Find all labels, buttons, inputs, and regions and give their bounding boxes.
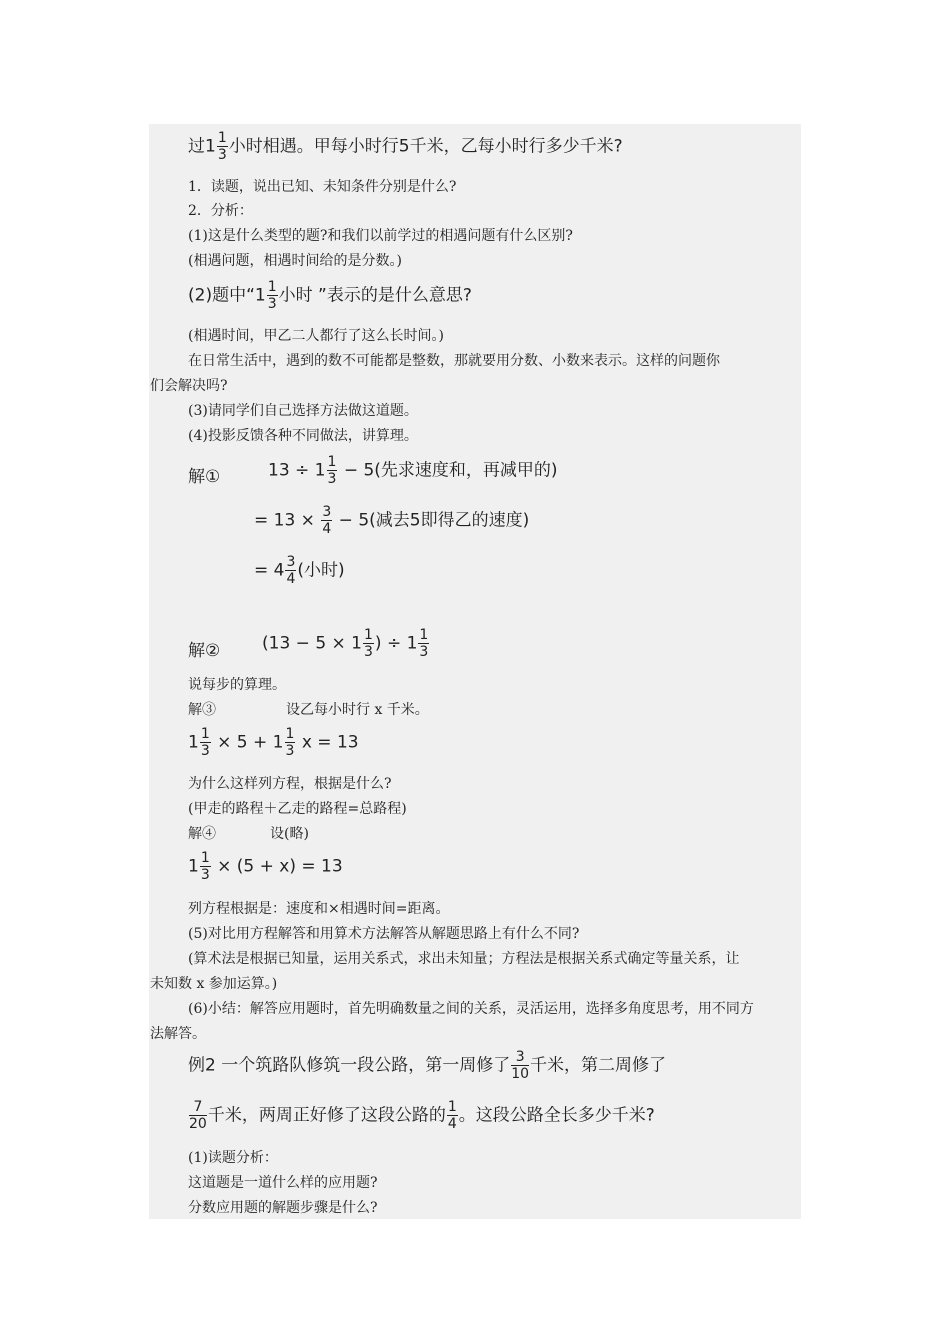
text-segment: 13 ÷ 1 <box>268 460 326 481</box>
text-line: (1)读题分析： <box>188 1150 278 1166</box>
fraction <box>363 628 374 659</box>
numerator: 1 <box>447 1099 457 1115</box>
equation-3 <box>188 727 359 758</box>
fraction <box>285 727 296 758</box>
denominator: 3 <box>327 471 337 487</box>
text-line: 2．分析： <box>188 203 253 219</box>
fraction <box>418 628 429 659</box>
text-line: 1．读题，说出已知、未知条件分别是什么? <box>188 179 457 195</box>
text-line: 们会解决吗? <box>150 378 228 394</box>
text-segment: × 5 + 1 <box>211 732 284 753</box>
text-line: 为什么这样列方程，根据是什么? <box>188 776 392 792</box>
text-segment: 千米，第二周修了 <box>530 1055 667 1076</box>
example-2-line-1 <box>188 1050 666 1081</box>
solution-1-row-3 <box>254 555 345 586</box>
fraction <box>285 555 296 586</box>
text-segment: − 5(先求速度和，再减甲的) <box>338 460 558 481</box>
text-line: 在日常生活中，遇到的数不可能都是整数，那就要用分数、小数来表示。这样的问题你 <box>188 353 720 369</box>
solution-1-label: 解① <box>188 467 221 487</box>
text-segment: 小时相遇。甲每小时行5千米，乙每小时行多少千米? <box>228 136 623 157</box>
text-line: (4)投影反馈各种不同做法，讲算理。 <box>188 428 418 444</box>
fraction <box>200 727 211 758</box>
text-line: (5)对比用方程解答和用算术方法解答从解题思路上有什么不同? <box>188 926 580 942</box>
numerator: 1 <box>267 279 277 295</box>
denominator: 3 <box>419 644 429 660</box>
solution-3-label: 解③ <box>188 702 216 718</box>
numerator: 1 <box>217 130 227 146</box>
solution-4-label: 解④ <box>188 826 216 842</box>
text-segment: = 13 × <box>254 510 321 531</box>
text-line: (3)请同学们自己选择方法做这道题。 <box>188 403 418 419</box>
example-2-line-2 <box>188 1100 655 1131</box>
numerator: 1 <box>364 627 373 643</box>
numerator: 1 <box>285 726 295 742</box>
denominator: 3 <box>364 644 373 660</box>
fraction <box>200 851 211 882</box>
solution-1-row-1 <box>268 455 558 486</box>
text-segment: 小时 ”表示的是什么意思? <box>278 285 472 306</box>
numerator: 1 <box>200 850 210 866</box>
text-line: 法解答。 <box>150 1026 206 1042</box>
numerator: 3 <box>286 554 296 570</box>
numerator: 3 <box>511 1050 529 1066</box>
text-segment: × (5 + x) = 13 <box>211 856 343 877</box>
fraction <box>447 1100 458 1131</box>
text-line: (1)这是什么类型的题?和我们以前学过的相遇问题有什么区别? <box>188 228 573 244</box>
text-line: 列方程根据是：速度和×相遇时间=距离。 <box>188 901 450 917</box>
numerator: 1 <box>419 627 429 643</box>
text-segment: ) ÷ 1 <box>374 633 418 654</box>
text-segment: 1 <box>188 732 199 753</box>
question-2 <box>188 280 472 311</box>
denominator: 3 <box>217 147 227 163</box>
denominator: 4 <box>286 571 296 587</box>
numerator: 1 <box>200 726 210 742</box>
text-segment: 过1 <box>188 136 216 157</box>
text-segment: (小时) <box>297 560 345 581</box>
numerator: 3 <box>322 504 332 520</box>
text-line: (相遇时间，甲乙二人都行了这么长时间。) <box>188 328 444 344</box>
text-line: 这道题是一道什么样的应用题? <box>188 1175 378 1191</box>
solution-1-row-2 <box>254 505 529 536</box>
denominator: 3 <box>200 867 210 883</box>
text-line: 说每步的算理。 <box>188 677 286 693</box>
text-segment: 1 <box>188 856 199 877</box>
solution-2-label: 解② <box>188 641 221 661</box>
fraction <box>321 505 332 536</box>
text-segment: 。这段公路全长多少千米? <box>458 1105 655 1126</box>
solution-2-expression <box>262 628 430 659</box>
fraction <box>189 1100 207 1131</box>
solution-3-setup: 设乙每小时行 x 千米。 <box>286 702 429 718</box>
denominator: 4 <box>447 1116 457 1132</box>
denominator: 3 <box>285 743 295 759</box>
text-segment: 例2 一个筑路队修筑一段公路，第一周修了 <box>188 1055 511 1076</box>
text-segment: x = 13 <box>296 732 359 753</box>
numerator: 1 <box>327 454 337 470</box>
denominator: 4 <box>322 521 332 537</box>
fraction <box>217 131 228 162</box>
text-line: 未知数 x 参加运算。) <box>150 976 278 992</box>
solution-4-setup: 设(略) <box>270 826 309 842</box>
fraction <box>327 455 338 486</box>
fraction <box>267 280 278 311</box>
fraction <box>511 1050 529 1081</box>
text-segment: − 5(减去5即得乙的速度) <box>333 510 530 531</box>
text-line: (甲走的路程＋乙走的路程=总路程) <box>188 801 407 817</box>
denominator: 10 <box>511 1066 530 1082</box>
text-line: (相遇问题，相遇时间给的是分数。) <box>188 253 402 269</box>
text-segment: 千米，两周正好修了这段公路的 <box>207 1105 446 1126</box>
denominator: 20 <box>189 1116 207 1132</box>
numerator: 7 <box>189 1100 207 1116</box>
denominator: 3 <box>200 743 210 759</box>
text-segment: (13 − 5 × 1 <box>262 633 362 654</box>
text-line: (6)小结：解答应用题时，首先明确数量之间的关系，灵活运用，选择多角度思考，用不同方 <box>188 1001 754 1017</box>
text-segment: = 4 <box>254 560 285 581</box>
problem-statement <box>188 131 623 162</box>
text-segment: (2)题中“1 <box>188 285 266 306</box>
text-line: (算术法是根据已知量，运用关系式，求出未知量；方程法是根据关系式确定等量关系，让 <box>188 951 740 967</box>
equation-4 <box>188 851 343 882</box>
denominator: 3 <box>267 296 277 312</box>
text-line: 分数应用题的解题步骤是什么? <box>188 1200 378 1216</box>
